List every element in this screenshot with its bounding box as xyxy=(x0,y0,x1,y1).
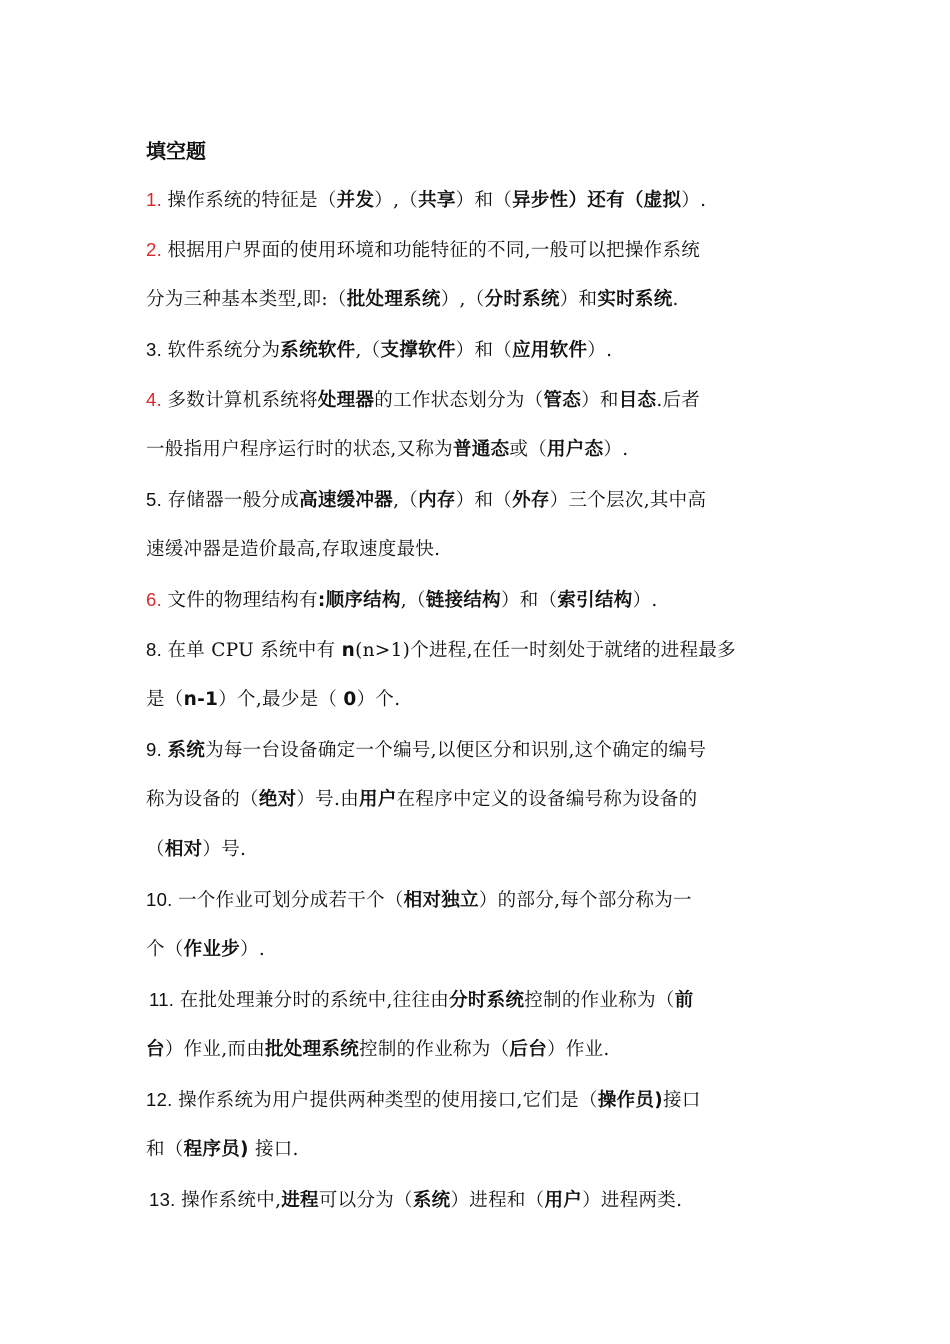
question-text: ）和（ xyxy=(455,340,513,361)
question-text: ）个,最少是（ xyxy=(218,689,344,710)
question-line xyxy=(146,884,808,934)
question-list xyxy=(146,184,808,1234)
question-continuation-line xyxy=(146,284,808,334)
answer-text: 相对 xyxy=(164,839,203,860)
answer-text: 绝对 xyxy=(258,789,297,810)
question-text: ）,（ xyxy=(374,190,419,211)
question-text: 操作系统中, xyxy=(181,1190,282,1211)
answer-text: 高速缓冲器 xyxy=(299,490,394,511)
question-continuation-line xyxy=(146,434,808,484)
answer-text: 批处理系统 xyxy=(346,289,441,310)
question-text: ）,（ xyxy=(440,289,485,310)
question-text: ）号.由 xyxy=(296,789,360,810)
question-text: ）和（ xyxy=(455,490,513,511)
question-continuation-line xyxy=(146,534,808,584)
question-text: 软件系统分为 xyxy=(167,340,281,361)
answer-text: 分时系统 xyxy=(449,990,525,1011)
question-text: 操作系统为用户提供两种类型的使用接口,它们是（ xyxy=(178,1090,598,1111)
question-line xyxy=(146,984,808,1034)
question-text: ）进程和（ xyxy=(450,1190,545,1211)
question-number: 9. xyxy=(146,739,168,760)
answer-text: 应用软件 xyxy=(512,340,588,361)
question-line xyxy=(146,484,808,534)
section-heading: 填空题 xyxy=(146,139,206,163)
answer-text: 程序员) xyxy=(183,1139,249,1160)
question-continuation-line xyxy=(146,1134,808,1184)
answer-text: :顺序结构 xyxy=(317,590,401,611)
question-text: ）的部分,每个部分称为一 xyxy=(478,890,692,911)
question-text: 接口 xyxy=(663,1090,701,1111)
question-text: ）号. xyxy=(202,839,247,860)
question-text: ）三个层次,其中高 xyxy=(549,490,707,511)
question-text: 一般指用户程序运行时的状态,又称为 xyxy=(146,439,453,460)
question-text: 控制的作业称为（ xyxy=(524,990,675,1011)
answer-text: 外存 xyxy=(512,490,550,511)
answer-text: 批处理系统 xyxy=(265,1039,360,1060)
question-text: 在单 CPU 系统中有 xyxy=(167,640,342,661)
question-text: ）. xyxy=(681,190,707,211)
answer-text: 共享 xyxy=(418,190,456,211)
question-number: 4. xyxy=(146,389,168,410)
answer-text: 实时系统 xyxy=(597,289,673,310)
answer-text: 台 xyxy=(146,1039,165,1060)
question-text: ）. xyxy=(587,340,613,361)
question-text: ,（ xyxy=(393,490,419,511)
answer-text: 目态 xyxy=(618,390,657,411)
question-continuation-line xyxy=(146,834,808,884)
question-text: 个（ xyxy=(146,939,184,960)
question-text: ）和 xyxy=(559,289,598,310)
question-line xyxy=(146,1184,808,1234)
question-line xyxy=(146,584,808,634)
question-number: 8. xyxy=(146,639,168,660)
question-text: 为每一台设备确定一个编号,以便区分和识别,这个确定的编号 xyxy=(205,740,707,761)
question-text: 存储器一般分成 xyxy=(167,490,300,511)
question-number: 12. xyxy=(146,1089,179,1110)
answer-text: 进程 xyxy=(281,1190,319,1211)
question-line xyxy=(146,1084,808,1134)
question-text: 一个作业可划分成若干个（ xyxy=(178,890,404,911)
question-line xyxy=(146,384,808,434)
answer-text: 分时系统 xyxy=(484,289,560,310)
answer-text: n xyxy=(341,640,356,661)
question-text: 或（ xyxy=(509,439,547,460)
answer-text: 前 xyxy=(674,990,694,1011)
answer-text: 系统 xyxy=(167,740,206,761)
question-text: ,（ xyxy=(355,340,381,361)
question-text: ）. xyxy=(632,590,658,611)
question-text: (n>1)个进程,在任一时刻处于就绪的进程最多 xyxy=(355,640,736,661)
answer-text: 支撑软件 xyxy=(380,340,456,361)
question-text: 操作系统的特征是（ xyxy=(167,190,337,211)
question-text: 的工作状态划分为（ xyxy=(374,390,544,411)
question-text: 接口. xyxy=(248,1139,299,1160)
question-text: 分为三种基本类型,即:（ xyxy=(146,289,347,310)
question-continuation-line xyxy=(146,1034,808,1084)
question-text: 根据用户界面的使用环境和功能特征的不同,一般可以把操作系统 xyxy=(167,240,701,261)
question-text: 是（ xyxy=(146,689,184,710)
question-line xyxy=(146,634,808,684)
question-text: ,（ xyxy=(400,590,426,611)
answer-text: 相对独立 xyxy=(403,890,479,911)
answer-text: 链接结构 xyxy=(425,590,501,611)
question-text: ）作业. xyxy=(547,1039,610,1060)
question-text: ）和 xyxy=(581,390,619,411)
question-text: 在批处理兼分时的系统中,往往由 xyxy=(179,990,450,1011)
question-text: 控制的作业称为（ xyxy=(359,1039,510,1060)
question-text: ）. xyxy=(240,939,265,960)
answer-text: 并发 xyxy=(336,190,375,211)
question-text: ）个. xyxy=(356,689,401,710)
answer-text: 操作员) xyxy=(597,1090,664,1111)
answer-text: 用户 xyxy=(359,789,397,810)
question-line xyxy=(146,734,808,784)
answer-text: 后台 xyxy=(509,1039,548,1060)
question-number: 5. xyxy=(146,489,168,510)
question-continuation-line xyxy=(146,934,808,984)
answer-text: 异步性）还有（虚拟 xyxy=(512,190,682,211)
question-text: . xyxy=(672,289,679,310)
question-text: ）. xyxy=(603,439,629,460)
question-number: 13. xyxy=(149,1189,182,1210)
answer-text: 普通态 xyxy=(452,439,510,460)
question-line xyxy=(146,184,808,234)
question-text: .后者 xyxy=(656,390,701,411)
answer-text: 内存 xyxy=(418,490,456,511)
question-number: 2. xyxy=(146,239,168,260)
question-number: 1. xyxy=(146,189,168,210)
question-continuation-line xyxy=(146,784,808,834)
answer-text: n-1 xyxy=(183,689,219,710)
answer-text: 系统 xyxy=(412,1190,451,1211)
answer-text: 0 xyxy=(343,689,357,710)
question-text: ）进程两类. xyxy=(582,1190,683,1211)
question-line xyxy=(146,334,808,384)
question-text: ）作业,而由 xyxy=(164,1039,265,1060)
question-text: （ xyxy=(146,839,165,860)
answer-text: 用户 xyxy=(544,1190,583,1211)
question-text: ）和（ xyxy=(500,590,558,611)
answer-text: 管态 xyxy=(543,390,582,411)
answer-text: 索引结构 xyxy=(557,590,633,611)
question-text: 和（ xyxy=(146,1139,184,1160)
question-text: 称为设备的（ xyxy=(146,789,259,810)
answer-text: 用户态 xyxy=(547,439,604,460)
answer-text: 系统软件 xyxy=(280,340,356,361)
question-line xyxy=(146,234,808,284)
question-text: 可以分为（ xyxy=(318,1190,413,1211)
question-continuation-line xyxy=(146,684,808,734)
question-text: ）和（ xyxy=(455,190,513,211)
answer-text: 处理器 xyxy=(317,390,375,411)
question-text: 在程序中定义的设备编号称为设备的 xyxy=(396,789,698,810)
question-number: 3. xyxy=(146,339,168,360)
answer-text: 作业步 xyxy=(183,939,241,960)
question-text: 多数计算机系统将 xyxy=(167,390,318,411)
question-number: 10. xyxy=(146,889,179,910)
question-text: 文件的物理结构有 xyxy=(167,590,318,611)
question-number: 11. xyxy=(149,989,180,1010)
question-text: 速缓冲器是造价最高,存取速度最快. xyxy=(146,539,441,560)
question-number: 6. xyxy=(146,589,168,610)
